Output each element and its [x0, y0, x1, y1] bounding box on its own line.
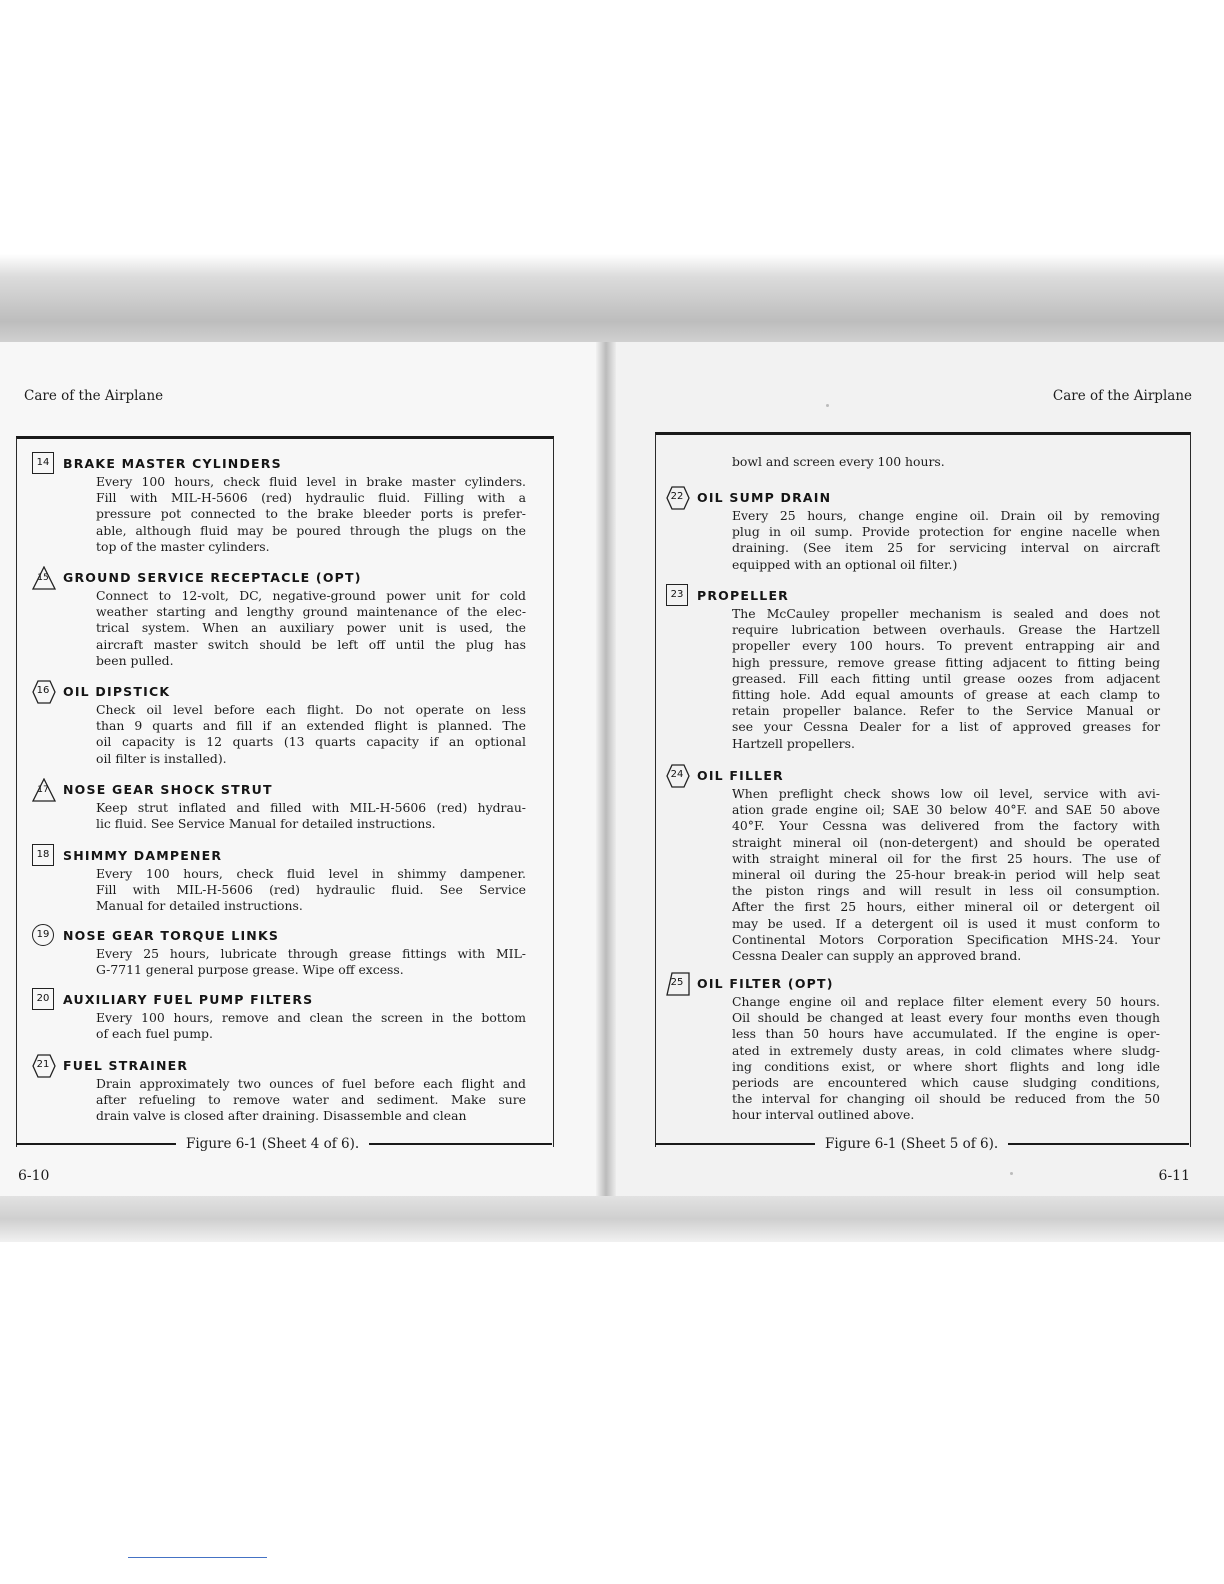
description-line: ation grade engine oil; SAE 30 below 40°F. and SAE 50 above: [732, 802, 1160, 818]
caption-rule: [655, 1143, 815, 1145]
flag-number-icon: [666, 972, 688, 994]
item-title: FUEL STRAINER: [63, 1057, 189, 1073]
item-description: [96, 866, 526, 915]
item-heading: [666, 972, 1160, 994]
description-line: may be used. If a detergent oil is used it must conform to: [732, 915, 1160, 931]
service-item: [32, 680, 526, 767]
left-running-head: Care of the Airplane: [24, 388, 164, 404]
service-item: [32, 778, 526, 832]
item-heading: [666, 764, 1160, 786]
scan-shadow-bottom: [0, 1196, 1224, 1242]
square-number-icon: [32, 844, 54, 866]
item-heading: [32, 924, 526, 946]
item-title: OIL FILLER: [697, 767, 784, 783]
right-figure-caption: Figure 6-1 (Sheet 5 of 6).: [825, 1136, 999, 1152]
description-line: ated in extremely dusty areas, in cold climates where sludg-: [732, 1042, 1160, 1058]
description-line: straight mineral oil (non-detergent) and should be operated: [732, 834, 1160, 850]
description-line: 40°F. Your Cessna was delivered from the factory with: [732, 818, 1160, 834]
continued-body: [732, 454, 1160, 470]
hexagon-number-icon: [666, 764, 688, 786]
description-line: G-7711 general purpose grease. Wipe off excess.: [96, 962, 404, 978]
square-number-icon: [666, 584, 688, 606]
book-gutter: [596, 342, 616, 1242]
description-line: Check oil level before each flight. Do not operate on less: [96, 702, 526, 717]
description-line: with straight mineral oil for the first 25 hours. The use of: [732, 850, 1160, 866]
description-line: able, although fluid may be poured through the plugs on the: [96, 522, 526, 538]
description-line: Change engine oil and replace filter element every 50 hours.: [732, 994, 1160, 1009]
description-line: Cessna Dealer can supply an approved brand.: [732, 948, 1022, 964]
description-line: the piston rings and will result in less oil consumption.: [732, 883, 1160, 899]
description-line: pressure pot connected to the brake bleeder ports is prefer-: [96, 506, 526, 522]
description-line: weather starting and lengthy ground maintenance of the elec-: [96, 604, 526, 620]
scan-speck: [826, 404, 829, 407]
item-heading: [666, 584, 1160, 606]
left-page-number: 6-10: [18, 1168, 50, 1184]
description-line: after refueling to remove water and sediment. Make sure: [96, 1092, 526, 1108]
item-heading: [666, 486, 1160, 508]
item-title: GROUND SERVICE RECEPTACLE (OPT): [63, 569, 362, 585]
description-line: The McCauley propeller mechanism is sealed and does not: [732, 606, 1160, 621]
item-heading: [32, 566, 526, 588]
item-heading: [32, 778, 526, 800]
description-line: periods are encountered which cause sludging conditions,: [732, 1075, 1160, 1091]
item-number: 22: [670, 491, 684, 502]
description-line: draining. (See item 25 for servicing interval on aircraft: [732, 540, 1160, 556]
item-title: BRAKE MASTER CYLINDERS: [63, 455, 282, 471]
item-description: [732, 994, 1160, 1124]
description-line: mineral oil during the 25-hour break-in period will help seat: [732, 867, 1160, 883]
item-number: 19: [36, 929, 50, 940]
description-line: plug in oil sump. Provide protection for engine nacelle when: [732, 524, 1160, 540]
item-title: OIL DIPSTICK: [63, 683, 171, 699]
item-description: [96, 1076, 526, 1125]
item-title: NOSE GEAR SHOCK STRUT: [63, 781, 273, 797]
description-line: lic fluid. See Service Manual for detailed instructions.: [96, 816, 436, 832]
description-line: drain valve is closed after draining. Disassemble and clean: [96, 1108, 467, 1124]
item-title: PROPELLER: [697, 587, 790, 603]
hexagon-number-icon: [666, 486, 688, 508]
description-line: high pressure, remove grease fitting adjacent to fitting being: [732, 654, 1160, 670]
description-line: hour interval outlined above.: [732, 1107, 915, 1123]
item-number: 16: [36, 685, 50, 696]
item-description: [732, 606, 1160, 752]
right-page-number: 6-11: [1158, 1168, 1190, 1184]
description-line: fitting hole. Add equal amounts of grease at each clamp to: [732, 687, 1160, 703]
link-underline: [128, 1557, 267, 1558]
item-description: [96, 588, 526, 669]
description-line: Connect to 12-volt, DC, negative-ground power unit for cold: [96, 588, 526, 603]
description-line: require lubrication between overhauls. Grease the Hartzell: [732, 622, 1160, 638]
square-number-icon: [32, 452, 54, 474]
description-line: the interval for changing oil should be reduced from the 50: [732, 1091, 1160, 1107]
description-line: Fill with MIL-H-5606 (red) hydraulic fluid. Filling with a: [96, 490, 526, 506]
description-line: been pulled.: [96, 652, 174, 668]
service-item: [666, 764, 1160, 964]
item-heading: [32, 844, 526, 866]
square-number-icon: [32, 988, 54, 1010]
left-figure-caption: Figure 6-1 (Sheet 4 of 6).: [186, 1136, 360, 1152]
description-line: Every 100 hours, check fluid level in shimmy dampener.: [96, 866, 526, 881]
service-item: [32, 452, 526, 555]
description-line: aircraft master switch should be left off until the plug has: [96, 636, 526, 652]
item-number: 25: [670, 977, 684, 988]
hexagon-number-icon: [32, 680, 54, 702]
description-line: Continental Motors Corporation Specification MHS-24. Your: [732, 931, 1160, 947]
description-line: After the first 25 hours, either mineral oil or detergent oil: [732, 899, 1160, 915]
description-line: Keep strut inflated and filled with MIL-H-5606 (red) hydrau-: [96, 800, 526, 815]
service-item: [32, 566, 526, 669]
item-title: OIL FILTER (OPT): [697, 975, 834, 991]
item-number: 23: [670, 589, 684, 600]
continued-text: [732, 454, 1160, 470]
item-description: [96, 800, 526, 832]
description-line: top of the master cylinders.: [96, 538, 270, 554]
service-item: [666, 584, 1160, 752]
item-number: 15: [37, 573, 49, 583]
item-heading: [32, 988, 526, 1010]
item-description: [96, 1010, 526, 1042]
triangle-number-icon: [32, 778, 54, 800]
right-running-head: Care of the Airplane: [1052, 388, 1192, 404]
triangle-number-icon: [32, 566, 54, 588]
description-line: Fill with MIL-H-5606 (red) hydraulic fluid. See Service: [96, 882, 526, 898]
item-title: SHIMMY DAMPENER: [63, 847, 223, 863]
item-description: [96, 474, 526, 555]
service-item: [32, 1054, 526, 1125]
item-number: 24: [670, 769, 684, 780]
item-number: 17: [37, 785, 49, 795]
description-line: Oil should be changed at least every four months even though: [732, 1010, 1160, 1026]
item-description: [732, 786, 1160, 964]
description-line: ing conditions exist, or where short flights and long idle: [732, 1058, 1160, 1074]
item-description: [96, 702, 526, 767]
service-item: [32, 988, 526, 1042]
description-line: retain propeller balance. Refer to the Service Manual or: [732, 703, 1160, 719]
description-line: When preflight check shows low oil level, service with avi-: [732, 786, 1160, 801]
description-line: Every 100 hours, remove and clean the screen in the bottom: [96, 1010, 526, 1025]
service-item: [666, 972, 1160, 1124]
description-line: Hartzell propellers.: [732, 735, 855, 751]
description-line: trical system. When an auxiliary power unit is used, the: [96, 620, 526, 636]
description-line: Every 25 hours, change engine oil. Drain oil by removing: [732, 508, 1160, 523]
description-line: propeller every 100 hours. To prevent entrapping air and: [732, 638, 1160, 654]
description-line: oil capacity is 12 quarts (13 quarts capacity if an optional: [96, 734, 526, 750]
description-line: than 9 quarts and fill if an extended flight is planned. The: [96, 718, 526, 734]
item-number: 18: [36, 849, 50, 860]
item-number: 14: [36, 457, 50, 468]
circle-number-icon: [32, 924, 54, 946]
description-line: see your Cessna Dealer for a list of approved greases for: [732, 719, 1160, 735]
item-heading: [32, 1054, 526, 1076]
scan-speck: [1010, 1172, 1013, 1175]
description-line: of each fuel pump.: [96, 1026, 213, 1042]
caption-rule: [1008, 1143, 1189, 1145]
description-line: oil filter is installed).: [96, 750, 227, 766]
item-heading: [32, 452, 526, 474]
scan-shadow-top: [0, 254, 1224, 344]
caption-rule: [369, 1143, 552, 1145]
service-item: [32, 844, 526, 915]
caption-rule: [16, 1143, 176, 1145]
right-figure-caption-row: [655, 1136, 1189, 1152]
item-title: NOSE GEAR TORQUE LINKS: [63, 927, 280, 943]
hexagon-number-icon: [32, 1054, 54, 1076]
left-figure-caption-row: [16, 1136, 552, 1152]
description-line: Every 100 hours, check fluid level in brake master cylinders.: [96, 474, 526, 489]
item-heading: [32, 680, 526, 702]
description-line: Drain approximately two ounces of fuel before each flight and: [96, 1076, 526, 1091]
description-line: Every 25 hours, lubricate through grease fittings with MIL-: [96, 946, 526, 961]
service-item: [32, 924, 526, 978]
item-number: 20: [36, 993, 50, 1004]
item-title: OIL SUMP DRAIN: [697, 489, 832, 505]
description-line: less than 50 hours have accumulated. If the engine is oper-: [732, 1026, 1160, 1042]
item-description: [96, 946, 526, 978]
description-line: bowl and screen every 100 hours.: [732, 454, 945, 469]
description-line: greased. Fill each fitting until grease oozes from adjacent: [732, 670, 1160, 686]
service-item: [666, 486, 1160, 573]
description-line: equipped with an optional oil filter.): [732, 556, 958, 572]
item-title: AUXILIARY FUEL PUMP FILTERS: [63, 991, 314, 1007]
item-number: 21: [36, 1059, 50, 1070]
description-line: Manual for detailed instructions.: [96, 898, 303, 914]
item-description: [732, 508, 1160, 573]
